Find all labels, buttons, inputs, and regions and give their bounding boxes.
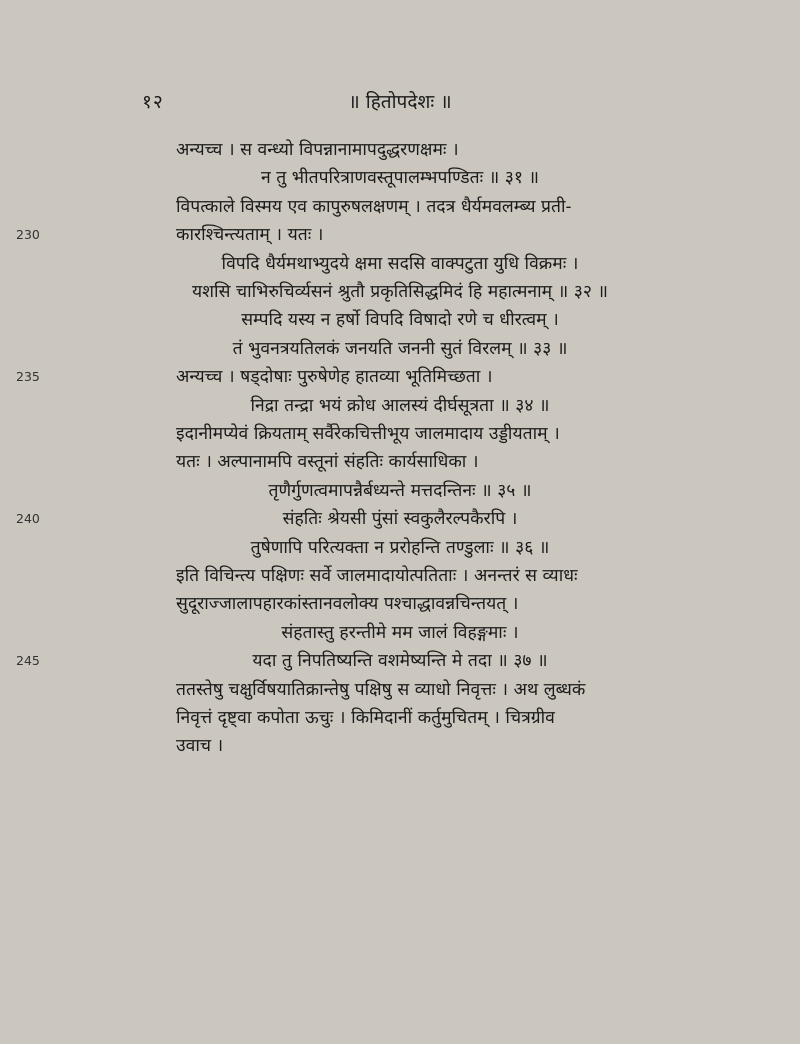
- line-text: इदानीमप्येवं क्रियताम् सर्वैरेकचित्तीभूय जालमादाय उड्डीयताम् ।: [176, 424, 560, 444]
- line-text: सम्पदि यस्य न हर्षो विपदि विषादो रणे च धीरत्वम् ।: [241, 310, 559, 331]
- line-text: ततस्तेषु चक्षुर्विषयातिक्रान्तेषु पक्षिषु स व्याधो निवृत्तः । अथ लुब्धकं: [176, 679, 586, 700]
- text-line: [0, 562, 800, 590]
- text-line: [0, 392, 800, 420]
- line-number: 240: [16, 511, 40, 527]
- text-line: [0, 335, 800, 363]
- line-text: तृणैर्गुणत्वमापन्नैर्बध्यन्ते मत्तदन्तिनः ॥ ३५ ॥: [268, 480, 532, 501]
- text-line: [0, 590, 800, 618]
- line-text: निवृत्तं दृष्ट्वा कपोता ऊचुः । किमिदानीं कर्तुमुचितम् । चित्रग्रीव: [176, 708, 555, 728]
- text-line: [0, 363, 800, 391]
- line-text: विपदि धैर्यमथाभ्युदये क्षमा सदसि वाक्पटुता युधि विक्रमः ।: [221, 253, 579, 274]
- line-text: तुषेणापि परित्यक्ता न प्ररोहन्ति तण्डुलाः ॥ ३६ ॥: [250, 537, 550, 558]
- line-number: 245: [16, 653, 40, 669]
- text-line: [0, 477, 800, 505]
- text-line: [0, 448, 800, 476]
- line-text: यतः । अल्पानामपि वस्तूनां संहतिः कार्यसाधिका ।: [176, 452, 479, 473]
- line-text: निद्रा तन्द्रा भयं क्रोध आलस्यं दीर्घसूत्रता ॥ ३४ ॥: [250, 395, 550, 416]
- line-text: न तु भीतपरित्राणवस्तूपालम्भपण्डितः ॥ ३१ ॥: [260, 168, 539, 189]
- line-text: तं भुवनत्रयतिलकं जनयति जननी सुतं विरलम् ॥ ३३ ॥: [232, 338, 568, 359]
- text-line: [0, 193, 800, 221]
- text-line: [0, 676, 800, 704]
- page-header: [0, 88, 800, 118]
- text-line: [0, 505, 800, 533]
- text-line: [0, 136, 800, 164]
- line-text: संहतिः श्रेयसी पुंसां स्वकुलैरल्पकैरपि ।: [282, 509, 518, 530]
- running-title: ॥ हितोपदेशः ॥: [348, 91, 452, 113]
- text-line: [0, 306, 800, 334]
- line-text: संहतास्तु हरन्तीमे मम जालं विहङ्गमाः ।: [281, 622, 519, 643]
- line-text: अन्यच्च । स वन्ध्यो विपन्नानामापदुद्धरणक्षमः ।: [176, 140, 459, 160]
- line-text: यशसि चाभिरुचिर्व्यसनं श्रुतौ प्रकृतिसिद्धमिदं हि महात्मनाम् ॥ ३२ ॥: [192, 282, 608, 302]
- text-line: [0, 278, 800, 306]
- line-text: यदा तु निपतिष्यन्ति वशमेष्यन्ति मे तदा ॥ ३७ ॥: [252, 651, 548, 672]
- text-line: [0, 221, 800, 249]
- line-text: अन्यच्च । षड्दोषाः पुरुषेणेह हातव्या भूतिमिच्छता ।: [176, 367, 493, 388]
- line-text: विपत्काले विस्मय एव कापुरुषलक्षणम् । तदत्र धैर्यमवलम्ब्य प्रती-: [176, 196, 572, 217]
- line-text: सुदूराज्जालापहारकांस्तानवलोक्य पश्चाद्धावन्नचिन्तयत् ।: [176, 594, 519, 615]
- text-line: [0, 250, 800, 278]
- text-line: [0, 732, 800, 760]
- line-text: कारश्चिन्त्यताम् । यतः ।: [176, 225, 324, 246]
- page-number: १२: [142, 91, 164, 113]
- line-number: 235: [16, 369, 40, 385]
- text-line: [0, 619, 800, 647]
- line-text: उवाच ।: [176, 736, 224, 757]
- line-number: 230: [16, 227, 40, 243]
- text-line: [0, 704, 800, 732]
- text-line: [0, 420, 800, 448]
- text-line: [0, 647, 800, 675]
- line-text: इति विचिन्त्य पक्षिणः सर्वे जालमादायोत्पतिताः । अनन्तरं स व्याधः: [176, 566, 578, 586]
- text-line: [0, 164, 800, 192]
- text-line: [0, 534, 800, 562]
